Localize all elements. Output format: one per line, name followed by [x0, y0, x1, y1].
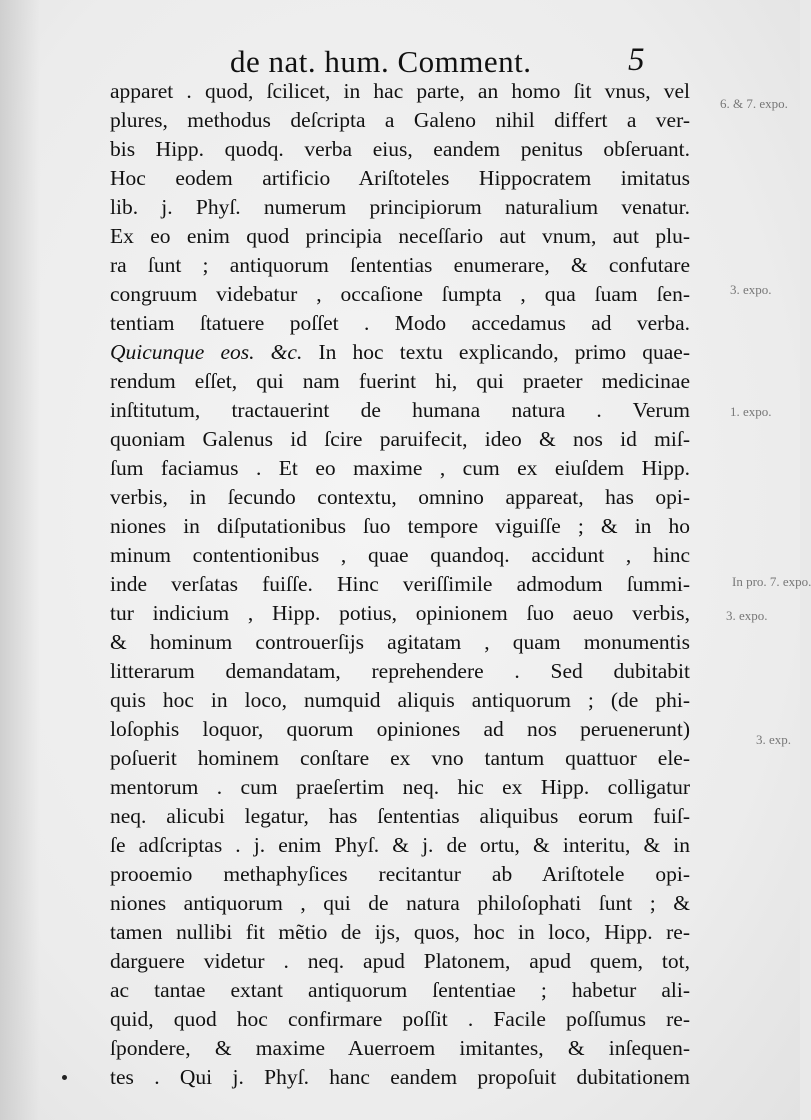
text-line: minum contentionibus , quae quandoq. accidunt , hinc [110, 543, 690, 567]
text-line: darguere videtur . neq. apud Platonem, apud quem, tot, [110, 949, 690, 973]
text-line: bis Hipp. quodq. verba eius, eandem penitus obſeruant. [110, 137, 690, 161]
text-line: & hominum controuerſijs agitatam , quam monumentis [110, 630, 690, 654]
text-line-with-lemma [110, 338, 690, 367]
page-number: 5 [628, 42, 645, 78]
text-line: ra ſunt ; antiquorum ſententias enumerare, & confutare [110, 253, 690, 277]
text-line: ſpondere, & maxime Auerroem imitantes, & inſequen- [110, 1036, 690, 1060]
body-text [110, 77, 690, 1092]
text-line: litterarum demandatam, reprehendere . Sed dubitabit [110, 659, 690, 683]
text-line: tentiam ſtatuere poſſet . Modo accedamus ad verba. [110, 311, 690, 335]
text-line-rest: In hoc textu explicando, primo quae- [318, 340, 690, 364]
text-line: quis hoc in loco, numquid aliquis antiquorum ; (de phi- [110, 688, 690, 712]
margin-note: 3. expo. [726, 608, 768, 623]
text-line: quoniam Galenus id ſcire paruifecit, ideo & nos id miſ- [110, 427, 690, 451]
text-line: congruum videbatur , occaſione ſumpta , qua ſuam ſen- [110, 282, 690, 306]
text-line: apparet . quod, ſcilicet, in hac parte, an homo ſit vnus, vel [110, 79, 690, 103]
text-line: verbis, in ſecundo contextu, omnino appareat, has opi- [110, 485, 690, 509]
text-line: tes . Qui j. Phyſ. hanc eandem propoſuit dubitationem [110, 1065, 690, 1089]
text-line: niones antiquorum , qui de natura philoſophati ſunt ; & [110, 891, 690, 915]
text-line: rendum eſſet, qui nam fuerint hi, qui praeter medicinae [110, 369, 690, 393]
text-line: inde verſatas fuiſſe. Hinc veriſſimile admodum ſummi- [110, 572, 690, 596]
text-line: Hoc eodem artificio Ariſtoteles Hippocratem imitatus [110, 166, 690, 190]
text-line: Ex eo enim quod principia neceſſario aut vnum, aut plu- [110, 224, 690, 248]
lemma: Quicunque eos. &c. [110, 340, 303, 364]
text-line: tamen nullibi fit mẽtio de ijs, quos, hoc in loco, Hipp. re- [110, 920, 690, 944]
text-line: neq. alicubi legatur, has ſententias aliquibus eorum fuiſ- [110, 804, 690, 828]
running-title: de nat. hum. Comment. [230, 44, 532, 79]
ink-speck [62, 1075, 67, 1080]
margin-note: 6. & 7. expo. [720, 96, 788, 111]
margin-note: 3. exp. [756, 732, 792, 747]
text-line: plures, methodus deſcripta a Galeno nihil differt a ver- [110, 108, 690, 132]
text-line: inſtitutum, tractauerint de humana natura . Verum [110, 398, 690, 422]
text-line: ac tantae extant antiquorum ſententiae ; habetur ali- [110, 978, 690, 1002]
margin-notes [706, 0, 811, 1120]
text-line: ſum faciamus . Et eo maxime , cum ex eiuſdem Hipp. [110, 456, 690, 480]
text-line: mentorum . cum praeſertim neq. hic ex Hipp. colligatur [110, 775, 690, 799]
gutter-shadow [0, 0, 40, 1120]
margin-note: 3. expo. [730, 282, 772, 297]
text-line: niones in diſputationibus ſuo tempore viguiſſe ; & in ho [110, 514, 690, 538]
margin-note: In pro. 7. expo. [732, 574, 811, 589]
text-line: ſe adſcriptas . j. enim Phyſ. & j. de ortu, & interitu, & in [110, 833, 690, 857]
text-line: poſuerit hominem conſtare ex vno tantum quattuor ele- [110, 746, 690, 770]
margin-note: 1. expo. [730, 404, 772, 419]
text-line: prooemio methaphyſices recitantur ab Ariſtotele opi- [110, 862, 690, 886]
text-line: loſophis loquor, quorum opiniones ad nos peruenerunt) [110, 717, 690, 741]
text-line: lib. j. Phyſ. numerum principiorum naturalium venatur. [110, 195, 690, 219]
text-line: quid, quod hoc confirmare poſſit . Facile poſſumus re- [110, 1007, 690, 1031]
text-line: tur indicium , Hipp. potius, opinionem ſuo aeuo verbis, [110, 601, 690, 625]
